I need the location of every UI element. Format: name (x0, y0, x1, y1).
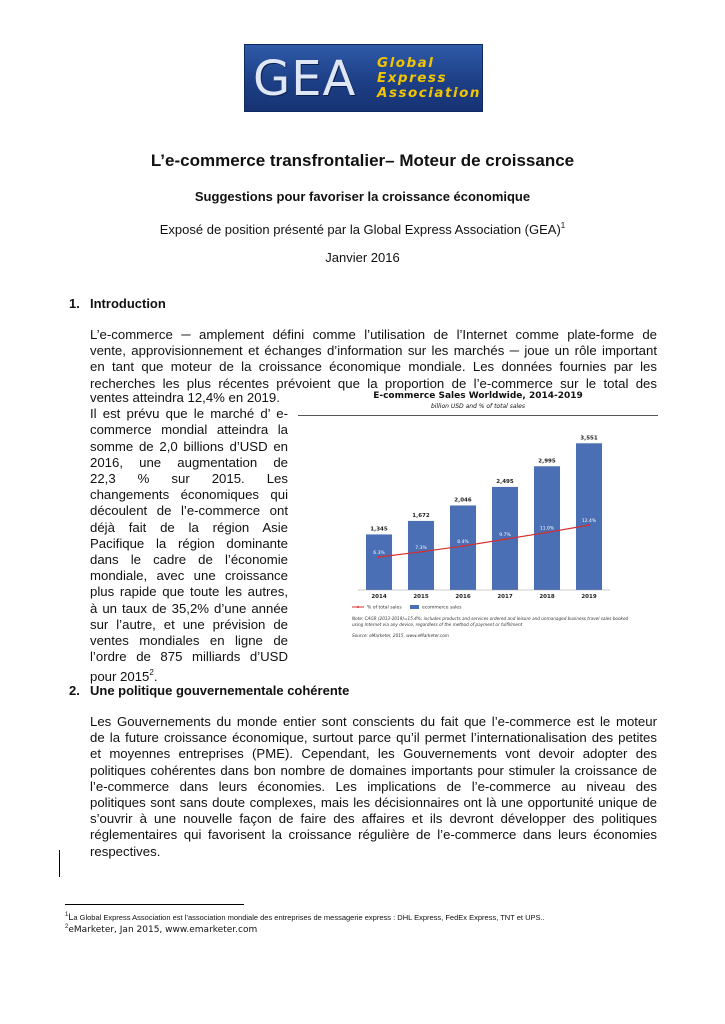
x-tick-label: 2017 (497, 594, 513, 600)
paragraph-line: ventes atteindra 12,4% en 2019. (90, 390, 280, 405)
document-title: L’e-commerce transfrontalier– Moteur de croissance (150, 151, 575, 170)
paragraph-line: Pacifique la région dominante (90, 535, 288, 551)
legend-swatch-percent-dot (357, 606, 359, 608)
percent-value-label: 6.3% (373, 551, 385, 557)
paragraph-line: politiques sont sans doute complexes, mais les décisionnaires ont là une opportunité unique de (90, 795, 657, 811)
footnote-1 (65, 912, 545, 922)
chart-bar (408, 521, 434, 590)
x-tick-label: 2019 (581, 594, 597, 600)
paragraph-line: sur l’autre, et une prévision de (90, 616, 288, 632)
revision-bar (59, 850, 60, 877)
legend-label-sales: ecommerce sales (422, 605, 462, 611)
paragraph-line: réglementaires qui favorisent la croissance régulière de l’e-commerce dans leurs économies (90, 827, 657, 843)
footnote-text: eMarketer, Jan 2015, www.emarketer.com (68, 925, 258, 935)
chart-title: E-commerce Sales Worldwide, 2014-2019 (373, 391, 583, 401)
legend-label-percent: % of total sales (367, 605, 402, 611)
percent-series-point (462, 545, 464, 547)
footnote-text: a Global Express Association est l’association mondiale des entreprises de messagerie express : DHL Express, FedEx Express, TNT et UPS.. (73, 913, 545, 922)
percent-value-label: 12.4% (581, 519, 597, 525)
footnote-separator (65, 904, 244, 905)
percent-series-point (504, 538, 506, 540)
x-tick-label: 2014 (371, 594, 387, 600)
chart-bar (366, 534, 392, 590)
footnote-ref-1[interactable]: 1 (560, 221, 566, 230)
paragraph-line: Les Gouvernements du monde entier sont conscients du fait que l’e-commerce est le moteur (90, 714, 657, 729)
footnote-number: 2 (65, 924, 69, 930)
logo-letters: GEA (253, 51, 357, 107)
byline-text: Exposé de position présenté par la Global Express Association (GEA) (159, 222, 561, 237)
bar-value-label: 2,995 (538, 458, 556, 465)
section-2-heading (69, 683, 469, 699)
footnote-ref-2[interactable]: 2 (149, 668, 154, 678)
percent-value-label: 7.3% (415, 545, 427, 551)
ecommerce-sales-chart (298, 393, 658, 643)
paragraph-line: découlent de l’e-commerce ont (90, 503, 288, 519)
section-title: Introduction (90, 296, 166, 311)
percent-value-label: 8.4% (457, 540, 469, 546)
gea-logo (244, 44, 483, 112)
paragraph-line: pour 2015$^2$. (90, 668, 158, 685)
paragraph-line: somme de 2,0 billions d’USD en (90, 438, 288, 454)
bar-value-label: 1,672 (412, 512, 430, 519)
paragraph-line: mondiale, avec une croissance (90, 568, 288, 584)
paragraph-line: 2016, une augmentation de (90, 454, 288, 470)
paragraph-line: respectives. (90, 843, 161, 859)
chart-source: Source: eMarketer, 2015, www.eMarketer.com (352, 633, 449, 638)
paragraph-line: et moyennes entreprises (PME). Cependant, les Gouvernements vont devoir adopter des (90, 746, 657, 762)
bar-value-label: 1,345 (370, 526, 388, 533)
section-1-narrow-paragraph (90, 390, 288, 686)
paragraph-line: vente, approvisionnement et échanges d’information sur les marchés ─ joue un rôle important (90, 343, 657, 359)
section-2-paragraph (90, 714, 657, 860)
paragraph-line: plus rapide que toute les autres, (90, 584, 288, 600)
legend-swatch-sales (410, 605, 419, 609)
logo-word-express: Express (377, 70, 447, 86)
section-1-heading (69, 296, 369, 312)
percent-series-point (420, 551, 422, 553)
footnote-first-letter: L (68, 912, 74, 922)
percent-series-point (378, 556, 380, 558)
logo-words (377, 56, 481, 101)
document-date: Janvier 2016 (325, 250, 400, 265)
section-title: Une politique gouvernementale cohérente (90, 683, 350, 698)
percent-series-point (546, 531, 548, 533)
paragraph-line: L’e-commerce ─ amplement défini comme l’utilisation de l’Internet comme plate-forme de (90, 327, 657, 342)
footnote-2 (65, 924, 257, 935)
bar-value-label: 2,495 (496, 478, 514, 485)
paragraph-line: 22,3 % sur 2015. Les (90, 471, 288, 487)
paragraph-line: l’ordre de 875 milliards d’USD (90, 649, 288, 665)
logo-word-association: Association (377, 85, 481, 101)
chart-bar (576, 443, 602, 590)
x-tick-label: 2018 (539, 594, 555, 600)
paragraph-line: l’e-commerce dans leurs économies. Les implications de l’e-commerce au niveau des (90, 778, 657, 794)
paragraph-line: commerce mondial atteindra la (90, 422, 288, 438)
paragraph-line: changements économiques qui (90, 487, 288, 503)
footnote-number: 1 (65, 912, 69, 918)
x-tick-label: 2016 (455, 594, 471, 600)
paragraph-line: ventes mondiales en ligne de (90, 633, 288, 649)
paragraph-line: dans le cadre de l’économie (90, 552, 288, 568)
paragraph-line: déjà fait de la région Asie (90, 519, 288, 535)
chart-subtitle: billion USD and % of total sales (431, 403, 525, 410)
paragraph-line: recherches les plus récentes prévoient que la proportion de l’e-commerce sur le total des (90, 375, 657, 391)
paragraph-line: s’ouvrir à une nouvelle façon de faire des affaires et ils devront développer des politiques (90, 811, 657, 827)
percent-value-label: 9.7% (499, 533, 511, 539)
paragraph-line: à un taux de 35,2% d’une année (90, 600, 288, 616)
byline (0, 221, 725, 237)
paragraph-line: en tant que moteur de la croissance économique mondiale. Les données fournies par les (90, 359, 657, 375)
section-1-intro-paragraph (90, 327, 657, 392)
section-number: 1. (69, 296, 80, 311)
percent-value-label: 11.0% (539, 526, 555, 532)
section-number: 2. (69, 683, 80, 698)
document-subtitle: Suggestions pour favoriser la croissance économique (194, 189, 531, 204)
x-tick-label: 2015 (413, 594, 429, 600)
bar-value-label: 2,046 (454, 497, 472, 504)
paragraph-line-text: pour 2015 (90, 669, 150, 685)
paragraph-line: de la future croissance économique, surtout parce qu’il permet l’internationalisation des petites (90, 730, 657, 746)
chart-note: Note: CAGR (2013-2019)=15.4%; includes products and services ordered and leisure and unmanaged business travel sales booked using Internet via any device, regardless of the method of payment or fulfillment (352, 616, 629, 627)
bar-value-label: 3,551 (580, 435, 598, 442)
logo-word-global: Global (377, 55, 435, 71)
chart-plot (298, 393, 658, 615)
paragraph-line: politiques cohérentes dans bon nombre de domaines importants pour stimuler la croissance de (90, 762, 657, 778)
percent-series-point (588, 524, 590, 526)
paragraph-line: Il est prévu que le marché d’ e- (90, 406, 288, 422)
